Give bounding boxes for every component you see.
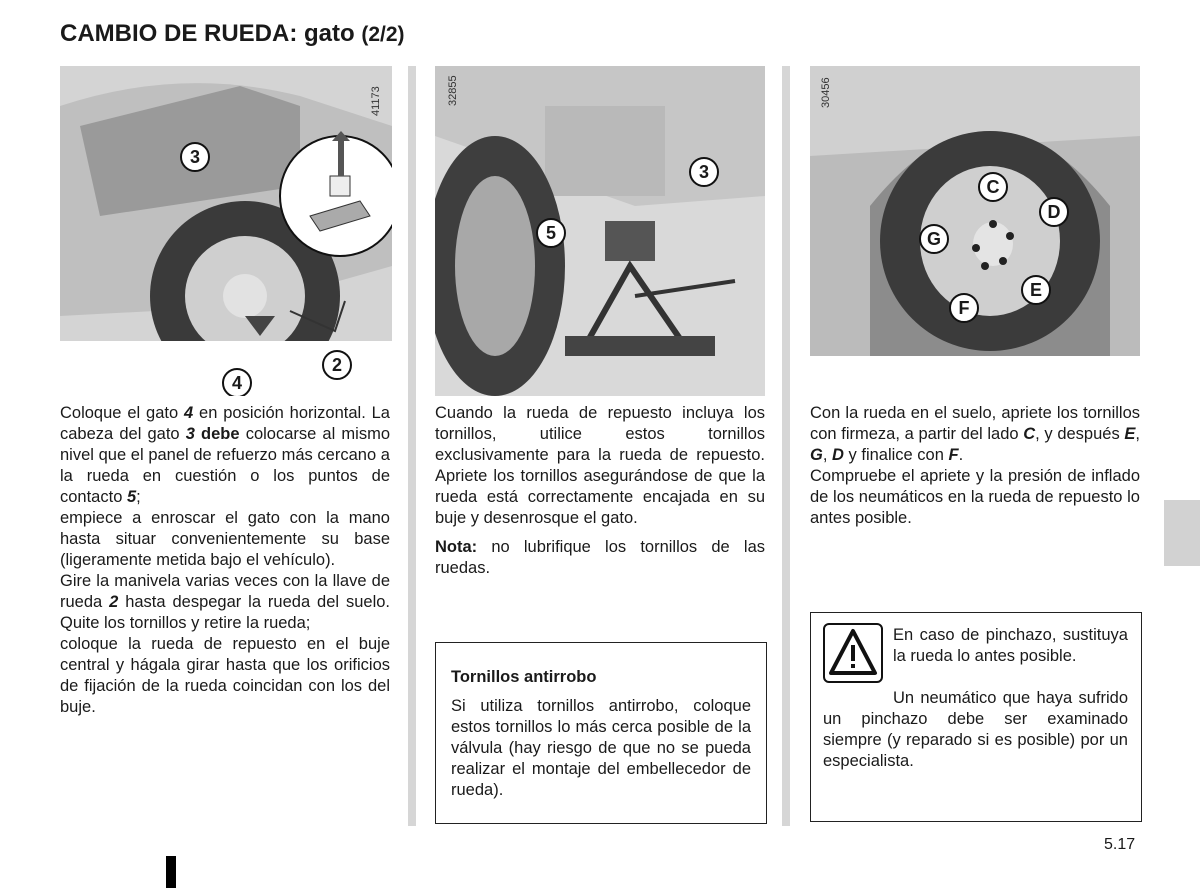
box-text: Si utiliza tornillos antirrobo, coloque estos tornillos lo más cerca posible de la válvula (hay riesgo de que no se pueda realizar el montaje del embellecedor de rueda). bbox=[451, 697, 751, 799]
callout-5: 5 bbox=[536, 218, 566, 248]
column-divider bbox=[782, 66, 790, 826]
col3-text: Con la rueda en el suelo, apriete los tornillos con firmeza, a partir del lado C, y después E, G, D y finalice con F. Compruebe el apriete y la presión de inflado de los neumáticos en la rueda de repuesto lo antes posible. bbox=[810, 404, 1140, 527]
figure-jack-position bbox=[60, 66, 392, 396]
col2-text: Cuando la rueda de repuesto incluya los tornillos, utilice estos tornillos exclusivamente para la rueda de repuesto. Apriete los tornillos asegurándose de que la rueda está correctamente encajada en su buje y desenrosque el gato. Nota: no lubrifique los tornillos de las ruedas. bbox=[435, 404, 765, 577]
callout-3: 3 bbox=[180, 142, 210, 172]
figure-jack-under-car-drawing bbox=[435, 66, 765, 396]
figure-code: 32855 bbox=[447, 75, 459, 106]
page-number: 5.17 bbox=[1104, 836, 1136, 853]
note-label: Nota: bbox=[435, 538, 478, 556]
figure-code: 41173 bbox=[370, 86, 382, 116]
page-title bbox=[60, 20, 405, 48]
warning-text-1: En caso de pinchazo, sustituya la rueda lo antes posible. bbox=[893, 626, 1128, 665]
warning-box bbox=[810, 612, 1142, 822]
box-title: Tornillos antirrobo bbox=[451, 668, 597, 686]
figure-jack-under-car bbox=[435, 66, 765, 396]
callout-3: 3 bbox=[689, 157, 719, 187]
antitheft-bolts-box bbox=[435, 642, 767, 824]
callout-e: E bbox=[1021, 275, 1051, 305]
chapter-tab bbox=[1164, 500, 1200, 566]
page-edge-marker bbox=[166, 856, 176, 888]
callout-2: 2 bbox=[322, 350, 352, 380]
figure-jack-position-drawing bbox=[60, 66, 392, 396]
callout-c: C bbox=[978, 172, 1008, 202]
callout-f: F bbox=[949, 293, 979, 323]
callout-d: D bbox=[1039, 197, 1069, 227]
column-divider bbox=[408, 66, 416, 826]
title-sub: (2/2) bbox=[361, 23, 405, 46]
warning-icon bbox=[823, 623, 883, 683]
warning-text-2: Un neumático que haya sufrido un pinchazo debe ser examinado siempre (y reparado si es posible) por un especialista. bbox=[823, 689, 1128, 770]
callout-4: 4 bbox=[222, 368, 252, 396]
figure-wheel-bolts bbox=[810, 66, 1140, 356]
col1-text: Coloque el gato 4 en posición horizontal. La cabeza del gato 3 debe colocarse al mismo nivel que el panel de refuerzo más cercano a la rueda en cuestión o los puntos de contacto 5; empiece a enroscar el gato con la mano hasta situar convenientemente su base (ligeramente metida bajo el vehículo). Gire la manivela varias veces con la llave de rueda 2 hasta despegar la rueda del suelo. Quite los tornillos y retire la rueda; coloque la rueda de repuesto en el buje central y hágala girar hasta que los orificios de fijación de la rueda coincidan con los del buje. bbox=[60, 404, 390, 716]
callout-g: G bbox=[919, 224, 949, 254]
figure-code: 30456 bbox=[820, 77, 832, 108]
title-main: CAMBIO DE RUEDA: gato bbox=[60, 20, 355, 47]
